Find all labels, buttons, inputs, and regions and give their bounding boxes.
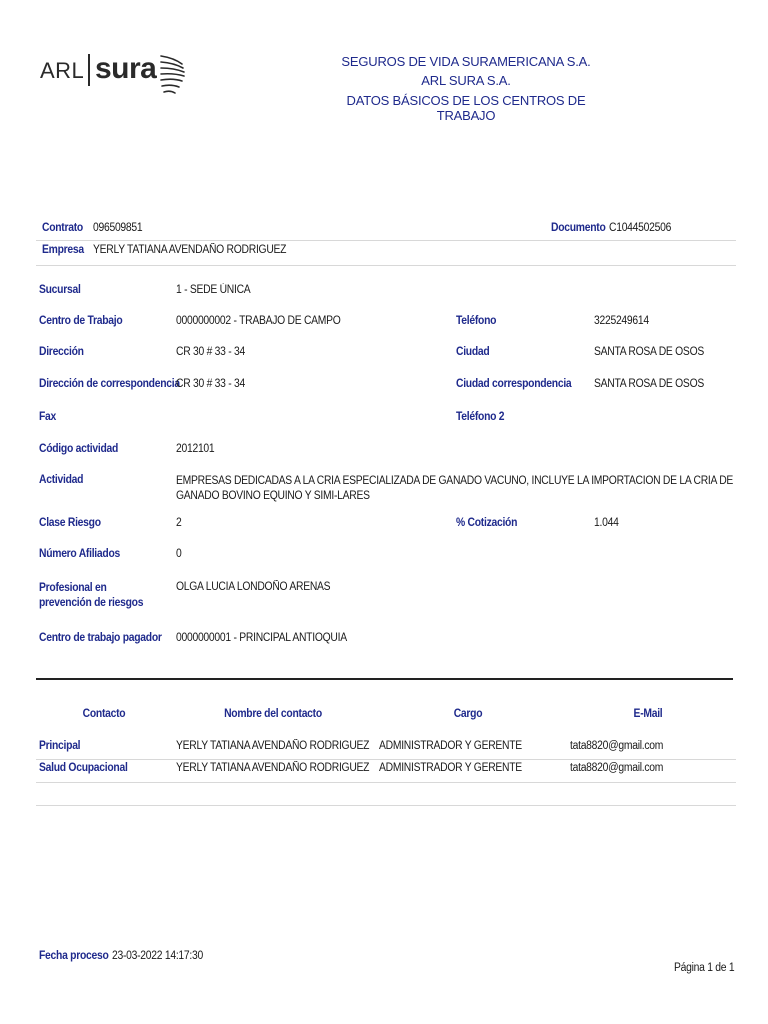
fecha-proceso-label: Fecha proceso <box>39 950 109 962</box>
arl-sura-logo <box>40 50 190 100</box>
arl-name: ARL SURA S.A. <box>421 73 511 88</box>
contact-row-email: tata8820@gmail.com <box>570 740 664 752</box>
document-title: DATOS BÁSICOS DE LOS CENTROS DE TRABAJO <box>346 93 586 123</box>
contact-row-nombre: YERLY TATIANA AVENDAÑO RODRIGUEZ <box>176 740 370 752</box>
page-number: Página 1 de 1 <box>674 962 735 974</box>
sura-wing-icon <box>158 50 186 96</box>
telefono2-label: Teléfono 2 <box>456 411 505 423</box>
direccion-correspondencia-value: CR 30 # 33 - 34 <box>176 378 246 390</box>
th-nombre-contacto: Nombre del contacto <box>224 708 322 720</box>
actividad-label: Actividad <box>39 474 84 486</box>
section-divider <box>36 678 733 680</box>
telefono-value: 3225249614 <box>594 315 649 327</box>
contact-row-tipo: Principal <box>39 740 81 752</box>
centro-trabajo-value: 0000000002 - TRABAJO DE CAMPO <box>176 315 341 327</box>
codigo-actividad-label: Código actividad <box>39 443 119 455</box>
th-cargo: Cargo <box>453 708 483 720</box>
direccion-correspondencia-label: Dirección de correspondencia <box>39 378 180 390</box>
contact-row-email: tata8820@gmail.com <box>570 762 664 774</box>
contrato-label: Contrato <box>42 222 83 234</box>
empresa-label: Empresa <box>42 244 84 256</box>
empresa-value: YERLY TATIANA AVENDAÑO RODRIGUEZ <box>93 244 287 256</box>
contact-row-cargo: ADMINISTRADOR Y GERENTE <box>379 762 522 774</box>
ciudad-correspondencia-value: SANTA ROSA DE OSOS <box>594 378 704 390</box>
profesional-prevencion-label: Profesional en prevención de riesgos <box>39 582 144 609</box>
contact-row-nombre: YERLY TATIANA AVENDAÑO RODRIGUEZ <box>176 762 370 774</box>
cotizacion-label: % Cotización <box>456 517 518 529</box>
clase-riesgo-label: Clase Riesgo <box>39 517 101 529</box>
documento-value: C1044502506 <box>609 222 672 234</box>
logo-divider <box>88 54 90 86</box>
logo-arl-text: ARL <box>40 58 85 83</box>
fax-label: Fax <box>39 411 57 423</box>
sucursal-value: 1 - SEDE ÚNICA <box>176 284 251 296</box>
company-name: SEGUROS DE VIDA SURAMERICANA S.A. <box>341 54 591 69</box>
th-email: E-Mail <box>633 708 663 720</box>
contrato-value: 096509851 <box>93 222 143 234</box>
numero-afiliados-label: Número Afiliados <box>39 548 120 560</box>
codigo-actividad-value: 2012101 <box>176 443 215 455</box>
documento-label: Documento <box>551 222 606 234</box>
ciudad-label: Ciudad <box>456 346 490 358</box>
clase-riesgo-value: 2 <box>176 517 182 529</box>
divider <box>36 759 736 760</box>
centro-pagador-value: 0000000001 - PRINCIPAL ANTIOQUIA <box>176 632 347 644</box>
fecha-proceso-value: 23-03-2022 14:17:30 <box>112 950 203 962</box>
profesional-prevencion-value: OLGA LUCIA LONDOÑO ARENAS <box>176 581 331 593</box>
direccion-value: CR 30 # 33 - 34 <box>176 346 246 358</box>
logo-brand-text: sura <box>95 52 157 85</box>
centro-pagador-label: Centro de trabajo pagador <box>39 632 162 644</box>
th-contacto: Contacto <box>82 708 126 720</box>
sucursal-label: Sucursal <box>39 284 81 296</box>
numero-afiliados-value: 0 <box>176 548 182 560</box>
cotizacion-value: 1.044 <box>594 517 619 529</box>
telefono-label: Teléfono <box>456 315 497 327</box>
divider <box>36 782 736 783</box>
centro-trabajo-label: Centro de Trabajo <box>39 315 123 327</box>
contact-row-tipo: Salud Ocupacional <box>39 762 128 774</box>
ciudad-value: SANTA ROSA DE OSOS <box>594 346 704 358</box>
divider <box>36 265 736 266</box>
divider <box>36 805 736 806</box>
ciudad-correspondencia-label: Ciudad correspondencia <box>456 378 572 390</box>
actividad-value: EMPRESAS DEDICADAS A LA CRIA ESPECIALIZADA DE GANADO VACUNO, INCLUYE LA IMPORTACION DE LA CRIA DE GANADO BOVINO EQUINO Y SIMI-LARES <box>176 475 734 502</box>
direccion-label: Dirección <box>39 346 84 358</box>
contact-row-cargo: ADMINISTRADOR Y GERENTE <box>379 740 522 752</box>
divider <box>36 240 736 241</box>
